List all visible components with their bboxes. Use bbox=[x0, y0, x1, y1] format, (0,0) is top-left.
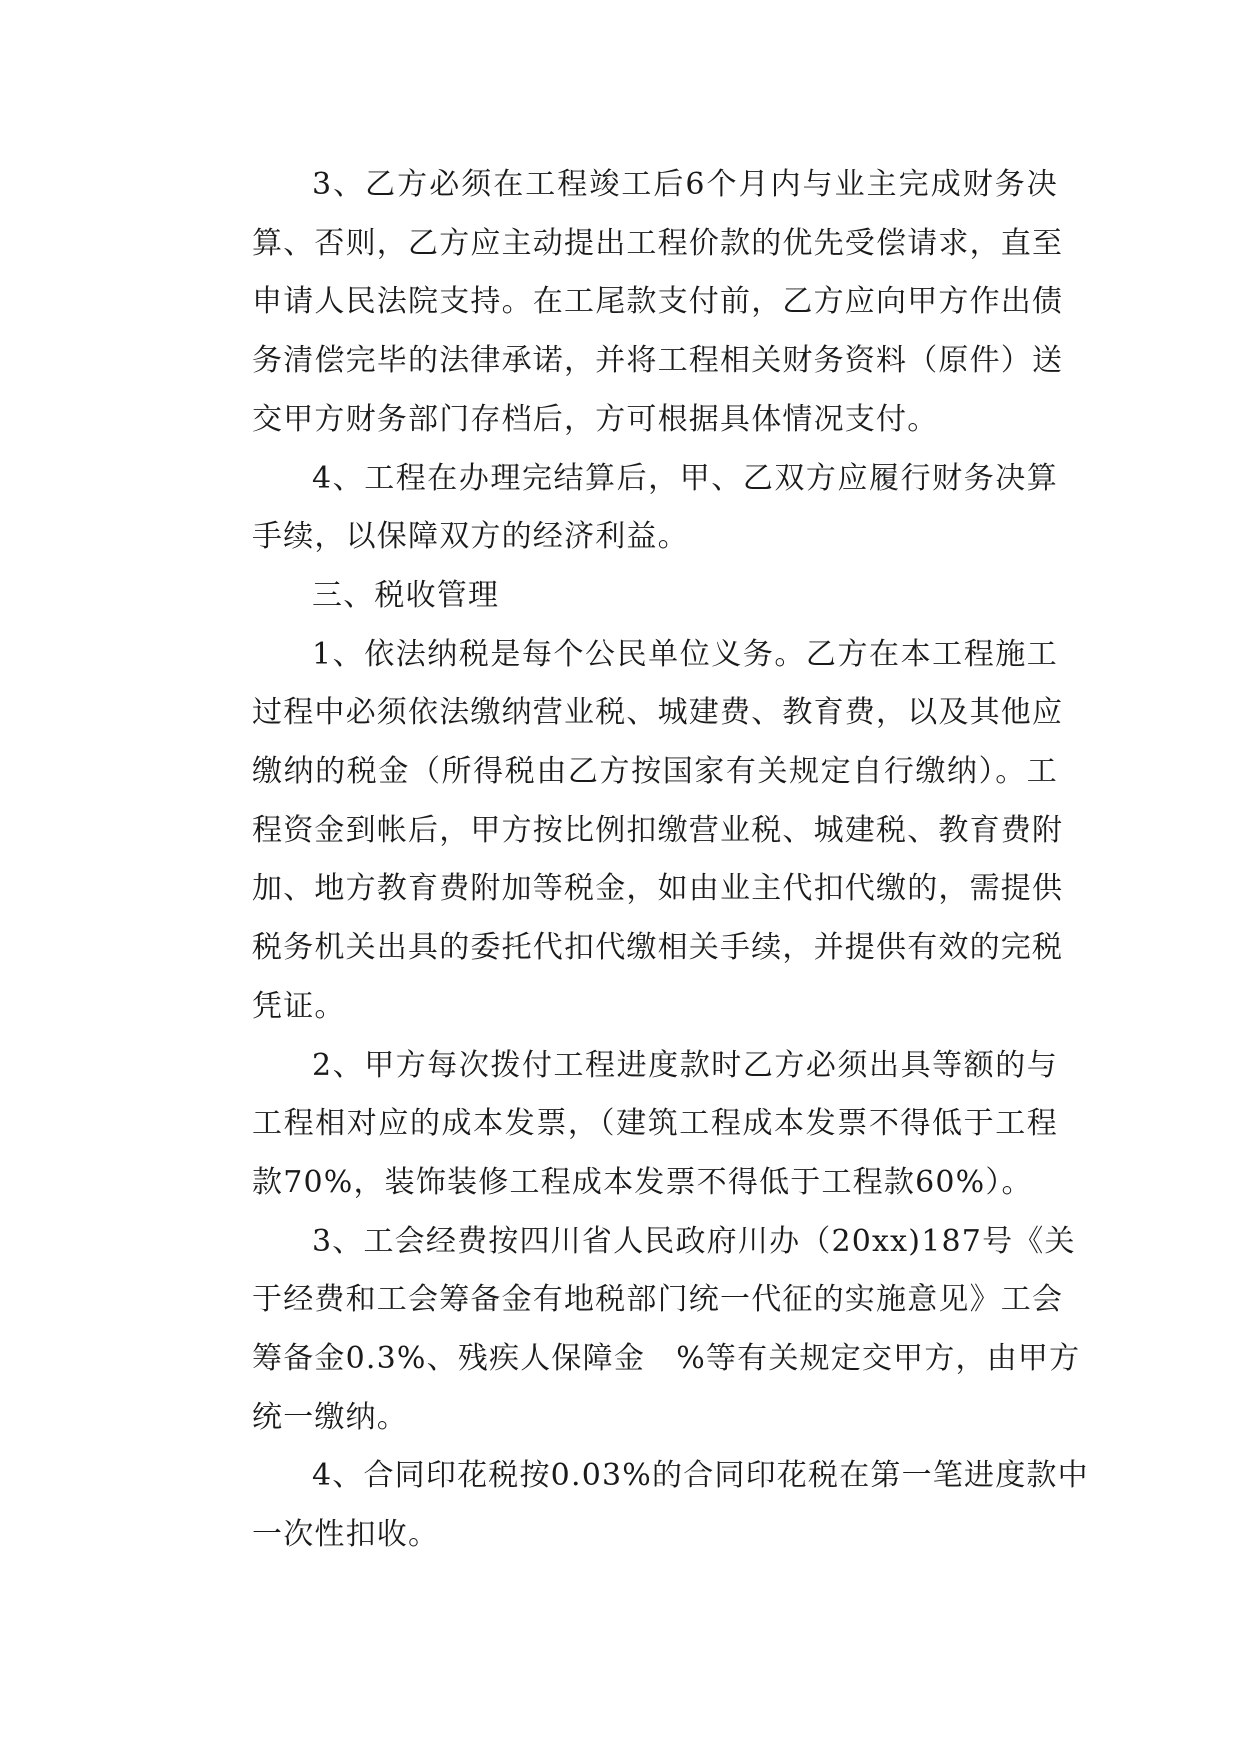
text-line: 3、乙方必须在工程竣工后6个月内与业主完成财务决 bbox=[312, 167, 1058, 202]
text-line: 4、合同印花税按0.03%的合同印花税在第一笔进度款中 bbox=[312, 1458, 1089, 1494]
text-line: 手续，以保障双方的经济利益。 bbox=[252, 519, 689, 555]
text-line: 加、地方教育费附加等税金，如由业主代扣代缴的，需提供 bbox=[252, 871, 1064, 907]
text-line: 1、依法纳税是每个公民单位义务。乙方在本工程施工 bbox=[312, 636, 1058, 672]
paragraph-3-settlement bbox=[192, 156, 1064, 450]
text-line: 程资金到帐后，甲方按比例扣缴营业税、城建税、教育费附 bbox=[252, 812, 1064, 848]
document-body bbox=[192, 156, 1089, 1565]
paragraph-tax-4 bbox=[192, 1447, 1089, 1564]
text-line: 统一缴纳。 bbox=[252, 1399, 408, 1435]
text-line: 一次性扣收。 bbox=[252, 1517, 440, 1553]
paragraph-4-final-accounts bbox=[192, 450, 1058, 567]
text-line: 申请人民法院支持。在工尾款支付前，乙方应向甲方作出债 bbox=[252, 284, 1064, 320]
section-heading: 三、税收管理 bbox=[312, 577, 500, 613]
paragraph-tax-2 bbox=[192, 1037, 1058, 1213]
paragraph-tax-3 bbox=[192, 1213, 1081, 1448]
text-line: 交甲方财务部门存档后，方可根据具体情况支付。 bbox=[252, 401, 939, 437]
text-line: 3、工会经费按四川省人民政府川办（20xx)187号《关 bbox=[312, 1223, 1076, 1259]
text-line: 务清偿完毕的法律承诺，并将工程相关财务资料（原件）送 bbox=[252, 343, 1064, 379]
text-line: 2、甲方每次拨付工程进度款时乙方必须出具等额的与 bbox=[312, 1047, 1058, 1083]
text-line: 算、否则，乙方应主动提出工程价款的优先受偿请求，直至 bbox=[252, 225, 1064, 261]
text-line: 工程相对应的成本发票，（建筑工程成本发票不得低于工程 bbox=[252, 1106, 1058, 1142]
text-line: 于经费和工会筹备金有地税部门统一代征的实施意见》工会 bbox=[252, 1282, 1064, 1318]
text-line: 缴纳的税金（所得税由乙方按国家有关规定自行缴纳）。工 bbox=[252, 754, 1058, 790]
text-line: 筹备金0.3%、残疾人保障金 %等有关规定交甲方，由甲方 bbox=[252, 1341, 1081, 1377]
text-line: 过程中必须依法缴纳营业税、城建费、教育费，以及其他应 bbox=[252, 695, 1064, 731]
text-line: 款70%，装饰装修工程成本发票不得低于工程款60%）。 bbox=[252, 1164, 1033, 1200]
text-line: 凭证。 bbox=[252, 988, 346, 1024]
text-line: 4、工程在办理完结算后，甲、乙双方应履行财务决算 bbox=[312, 460, 1058, 496]
text-line: 税务机关出具的委托代扣代缴相关手续，并提供有效的完税 bbox=[252, 930, 1064, 966]
section-heading-tax-management bbox=[192, 567, 1058, 626]
paragraph-tax-1 bbox=[192, 626, 1064, 1037]
